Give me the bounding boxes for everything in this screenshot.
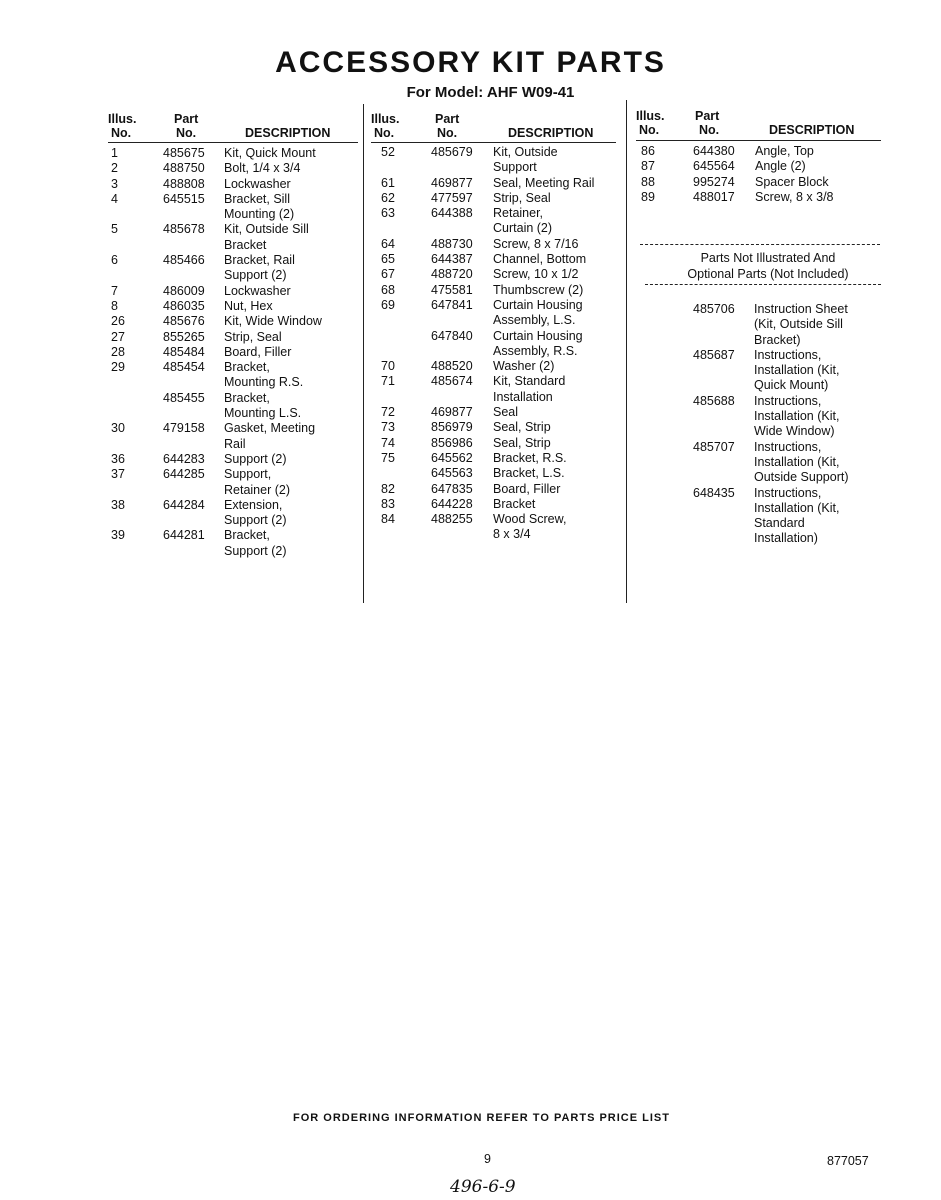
part-description: Assembly, R.S.	[493, 343, 578, 358]
part-header-line2: No.	[437, 126, 458, 140]
page-title: ACCESSORY KIT PARTS	[275, 46, 666, 79]
illus-number: 65	[381, 252, 395, 267]
list-item	[693, 501, 883, 516]
part-header-line2: No.	[176, 126, 197, 140]
part-description: Installation	[493, 389, 553, 404]
handwritten-note: 496-6-9	[450, 1177, 516, 1197]
part-number: 488730	[431, 236, 473, 251]
part-description: Support (2)	[224, 543, 287, 558]
list-item	[693, 516, 883, 531]
part-description: Instruction Sheet	[754, 302, 848, 316]
description-header: DESCRIPTION	[769, 123, 855, 137]
part-description: Instructions,	[754, 485, 822, 500]
part-number: 485676	[163, 314, 205, 329]
table-row	[381, 191, 621, 206]
part-number: 647840	[431, 328, 473, 343]
list-item	[693, 424, 883, 439]
table-row	[111, 375, 361, 390]
part-description: Mounting (2)	[224, 207, 295, 222]
part-description: Kit, Standard	[493, 374, 566, 389]
part-description: Mounting R.S.	[224, 375, 304, 390]
table-row	[381, 527, 621, 542]
table-row	[381, 329, 621, 344]
column-2-header-rule	[371, 142, 616, 143]
part-description: Outside Support)	[754, 470, 849, 485]
part-description: Installation (Kit,	[754, 454, 840, 469]
part-number: 644284	[163, 497, 205, 512]
part-description: Seal, Strip	[493, 435, 551, 450]
illus-number: 71	[381, 374, 395, 389]
table-row	[111, 544, 361, 559]
illus-number: 1	[111, 146, 118, 160]
table-row	[111, 406, 361, 421]
table-row	[381, 482, 621, 497]
illus-number: 75	[381, 450, 395, 465]
page-number: 9	[484, 1152, 491, 1166]
table-row	[111, 345, 361, 360]
illus-number: 4	[111, 191, 118, 206]
part-description: Gasket, Meeting	[224, 421, 316, 436]
part-description: Board, Filler	[493, 481, 561, 496]
part-description: Instructions,	[754, 393, 822, 408]
table-row	[111, 483, 361, 498]
part-description: Extension,	[224, 497, 283, 512]
part-description: Washer (2)	[493, 359, 555, 374]
illus-number: 72	[381, 405, 395, 420]
table-row	[111, 452, 361, 467]
part-description: Curtain Housing	[493, 328, 583, 343]
part-description: Screw, 10 x 1/2	[493, 267, 579, 282]
not-illustrated-heading-line1: Parts Not Illustrated And	[700, 251, 836, 265]
table-row	[111, 146, 361, 161]
part-number: 488520	[431, 359, 473, 374]
part-description: Instructions,	[754, 347, 822, 362]
illus-header-line2: No.	[639, 123, 660, 137]
part-description: Bracket, Rail	[224, 253, 295, 268]
table-row	[111, 314, 361, 329]
part-number: 488017	[693, 189, 735, 204]
illus-number: 64	[381, 236, 395, 251]
part-number: 485688	[693, 393, 735, 408]
table-row	[381, 466, 621, 481]
table-row	[111, 513, 361, 528]
part-number: 645563	[431, 466, 473, 481]
part-description: (Kit, Outside Sill	[754, 317, 843, 332]
table-row	[111, 177, 361, 192]
part-description: Strip, Seal	[224, 329, 282, 344]
table-row	[111, 161, 361, 176]
list-item	[693, 440, 883, 455]
part-description: Installation)	[754, 531, 818, 546]
illus-number: 70	[381, 359, 395, 374]
part-number: 856979	[431, 420, 473, 435]
part-description: Bracket, L.S.	[493, 466, 565, 481]
part-number: 644283	[163, 451, 205, 466]
part-description: Retainer (2)	[224, 482, 290, 497]
table-row	[111, 528, 361, 543]
column-divider-1	[363, 104, 364, 603]
part-header-line1: Part	[695, 109, 720, 123]
part-header-line2: No.	[699, 123, 720, 137]
part-description: Strip, Seal	[493, 190, 551, 205]
part-number: 644387	[431, 252, 473, 267]
part-number: 644285	[163, 467, 205, 482]
not-illustrated-heading-line2: Optional Parts (Not Included)	[687, 266, 849, 281]
table-row	[381, 497, 621, 512]
table-row	[111, 391, 361, 406]
illus-number: 86	[641, 144, 655, 158]
table-row	[111, 437, 361, 452]
part-description: Bracket	[224, 237, 267, 252]
part-description: Bolt, 1/4 x 3/4	[224, 161, 301, 176]
model-subtitle: For Model: AHF W09-41	[406, 84, 575, 101]
table-row	[381, 145, 621, 160]
part-number: 485706	[693, 302, 735, 316]
part-description: Assembly, L.S.	[493, 313, 576, 328]
part-description: Seal, Meeting Rail	[493, 175, 595, 190]
part-description: Bracket	[493, 496, 536, 511]
illus-number: 69	[381, 297, 395, 312]
table-row	[111, 222, 361, 237]
table-row	[111, 421, 361, 436]
table-row	[381, 206, 621, 221]
table-row	[641, 175, 881, 190]
list-item	[693, 302, 883, 317]
parts-list-column-2	[381, 145, 621, 543]
part-description: Support (2)	[224, 268, 287, 283]
parts-list-column-1	[111, 146, 361, 559]
part-description: Seal	[493, 405, 519, 420]
illus-number: 73	[381, 420, 395, 435]
part-number: 485707	[693, 439, 735, 454]
part-number: 488720	[431, 267, 473, 282]
part-description: Retainer,	[493, 206, 544, 221]
table-row	[111, 268, 361, 283]
illus-number: 88	[641, 174, 655, 189]
part-description: Kit, Wide Window	[224, 314, 322, 329]
part-number: 645564	[693, 159, 735, 174]
column-1-header-rule	[108, 142, 358, 143]
part-number: 645562	[431, 450, 473, 465]
part-description: Support (2)	[224, 513, 287, 528]
table-row	[381, 512, 621, 527]
part-number: 485679	[431, 145, 473, 159]
part-number: 995274	[693, 174, 735, 189]
part-description: Curtain (2)	[493, 221, 553, 236]
part-description: Angle (2)	[755, 159, 806, 174]
illus-number: 28	[111, 344, 125, 359]
part-header-line1: Part	[435, 112, 460, 126]
part-description: Thumbscrew (2)	[493, 282, 584, 297]
part-description: Wide Window)	[754, 424, 835, 439]
list-item	[693, 378, 883, 393]
table-row	[111, 467, 361, 482]
illus-number: 3	[111, 176, 118, 191]
part-description: Wood Screw,	[493, 512, 567, 527]
part-number: 485675	[163, 146, 205, 160]
table-row	[641, 144, 881, 159]
part-description: Lockwasher	[224, 176, 291, 191]
part-description: Installation (Kit,	[754, 363, 840, 378]
part-number: 485674	[431, 374, 473, 389]
table-row	[381, 420, 621, 435]
illus-number: 6	[111, 253, 118, 268]
table-row	[381, 252, 621, 267]
not-illustrated-heading	[668, 251, 868, 282]
illus-header-line1: Illus.	[371, 112, 400, 126]
illus-number: 61	[381, 175, 395, 190]
illus-number: 52	[381, 145, 395, 159]
list-item	[693, 333, 883, 348]
table-row	[381, 390, 621, 405]
table-row	[381, 405, 621, 420]
illus-number: 89	[641, 189, 655, 204]
section-divider-top	[640, 244, 880, 245]
illus-number: 62	[381, 190, 395, 205]
illus-number: 39	[111, 528, 125, 543]
illus-number: 82	[381, 481, 395, 496]
part-number: 485466	[163, 253, 205, 268]
part-description: 8 x 3/4	[493, 527, 531, 542]
part-description: Support,	[224, 467, 272, 482]
illus-number: 27	[111, 329, 125, 344]
part-description: Spacer Block	[755, 174, 829, 189]
parts-list-column-3	[641, 144, 881, 205]
description-header: DESCRIPTION	[245, 126, 331, 140]
illus-number: 30	[111, 421, 125, 436]
part-number: 644388	[431, 206, 473, 221]
part-number: 485484	[163, 344, 205, 359]
illus-number: 83	[381, 496, 395, 511]
section-divider-bottom	[645, 284, 881, 285]
part-description: Kit, Outside Sill	[224, 222, 309, 237]
table-row	[381, 221, 621, 236]
part-description: Bracket,	[224, 528, 270, 543]
column-3-header	[636, 108, 881, 142]
illus-number: 84	[381, 512, 395, 527]
part-number: 485454	[163, 360, 205, 375]
part-number: 856986	[431, 435, 473, 450]
part-number: 488808	[163, 176, 205, 191]
table-row	[381, 237, 621, 252]
part-number: 488255	[431, 512, 473, 527]
part-number: 485687	[693, 347, 735, 362]
table-row	[111, 330, 361, 345]
part-description: Instructions,	[754, 439, 822, 454]
part-number: 469877	[431, 405, 473, 420]
part-description: Bracket,	[224, 390, 270, 405]
illus-header-line2: No.	[111, 126, 132, 140]
part-description: Installation (Kit,	[754, 500, 840, 515]
table-row	[381, 374, 621, 389]
table-row	[111, 207, 361, 222]
table-row	[381, 359, 621, 374]
part-description: Bracket, R.S.	[493, 450, 567, 465]
list-item	[693, 470, 883, 485]
part-number: 469877	[431, 175, 473, 190]
illus-number: 67	[381, 267, 395, 282]
illus-number: 68	[381, 282, 395, 297]
part-number: 644228	[431, 496, 473, 511]
illus-number: 29	[111, 360, 125, 375]
not-illustrated-list	[693, 302, 883, 547]
description-header: DESCRIPTION	[508, 126, 594, 140]
illus-number: 87	[641, 159, 655, 174]
part-description: Support	[493, 160, 537, 175]
illus-number: 36	[111, 451, 125, 466]
part-description: Curtain Housing	[493, 297, 583, 312]
part-description: Lockwasher	[224, 283, 291, 298]
table-row	[381, 283, 621, 298]
part-number: 486035	[163, 298, 205, 313]
table-row	[381, 313, 621, 328]
part-description: Mounting L.S.	[224, 406, 302, 421]
illus-number: 37	[111, 467, 125, 482]
part-description: Board, Filler	[224, 344, 292, 359]
table-row	[111, 299, 361, 314]
part-description: Rail	[224, 436, 246, 451]
list-item	[693, 394, 883, 409]
part-number: 647841	[431, 297, 473, 312]
list-item	[693, 531, 883, 546]
document-number: 877057	[827, 1154, 869, 1168]
table-row	[111, 238, 361, 253]
part-description: Installation (Kit,	[754, 409, 840, 424]
illus-header-line1: Illus.	[108, 112, 137, 126]
part-number: 855265	[163, 329, 205, 344]
column-1-header	[108, 111, 358, 145]
table-row	[381, 451, 621, 466]
part-description: Angle, Top	[755, 144, 814, 158]
table-row	[381, 267, 621, 282]
illus-number: 2	[111, 161, 118, 176]
list-item	[693, 409, 883, 424]
column-2-header	[371, 111, 616, 145]
part-description: Standard	[754, 516, 805, 531]
list-item	[693, 486, 883, 501]
part-number: 645515	[163, 191, 205, 206]
illus-number: 38	[111, 497, 125, 512]
part-number: 644380	[693, 144, 735, 158]
illus-header-line1: Illus.	[636, 109, 665, 123]
table-row	[381, 344, 621, 359]
illus-number: 7	[111, 283, 118, 298]
table-row	[381, 176, 621, 191]
part-description: Kit, Outside	[493, 145, 558, 159]
part-description: Support (2)	[224, 451, 287, 466]
table-row	[641, 190, 881, 205]
part-number: 486009	[163, 283, 205, 298]
list-item	[693, 455, 883, 470]
illus-number: 8	[111, 298, 118, 313]
illus-number: 26	[111, 314, 125, 329]
part-number: 485678	[163, 222, 205, 237]
part-header-line1: Part	[174, 112, 199, 126]
part-description: Bracket,	[224, 360, 270, 375]
part-number: 648435	[693, 485, 735, 500]
part-description: Channel, Bottom	[493, 252, 587, 267]
table-row	[111, 284, 361, 299]
part-number: 644281	[163, 528, 205, 543]
part-number: 477597	[431, 190, 473, 205]
part-description: Screw, 8 x 7/16	[493, 236, 579, 251]
column-divider-2	[626, 100, 627, 603]
table-row	[111, 253, 361, 268]
part-description: Bracket, Sill	[224, 191, 290, 206]
table-row	[381, 436, 621, 451]
table-row	[641, 159, 881, 174]
part-description: Screw, 8 x 3/8	[755, 189, 834, 204]
list-item	[693, 363, 883, 378]
illus-header-line2: No.	[374, 126, 395, 140]
part-description: Kit, Quick Mount	[224, 146, 316, 160]
part-number: 485455	[163, 390, 205, 405]
part-description: Bracket)	[754, 332, 801, 347]
column-3-header-rule	[636, 140, 881, 141]
illus-number: 5	[111, 222, 118, 237]
part-number: 475581	[431, 282, 473, 297]
part-description: Nut, Hex	[224, 298, 273, 313]
part-description: Quick Mount)	[754, 378, 829, 393]
table-row	[111, 360, 361, 375]
illus-number: 63	[381, 206, 395, 221]
ordering-footer: FOR ORDERING INFORMATION REFER TO PARTS PRICE LIST	[293, 1112, 670, 1124]
part-number: 488750	[163, 161, 205, 176]
list-item	[693, 317, 883, 332]
illus-number: 74	[381, 435, 395, 450]
list-item	[693, 348, 883, 363]
table-row	[111, 192, 361, 207]
part-number: 647835	[431, 481, 473, 496]
table-row	[381, 298, 621, 313]
part-number: 479158	[163, 421, 205, 436]
table-row	[381, 160, 621, 175]
part-description: Seal, Strip	[493, 420, 551, 435]
table-row	[111, 498, 361, 513]
